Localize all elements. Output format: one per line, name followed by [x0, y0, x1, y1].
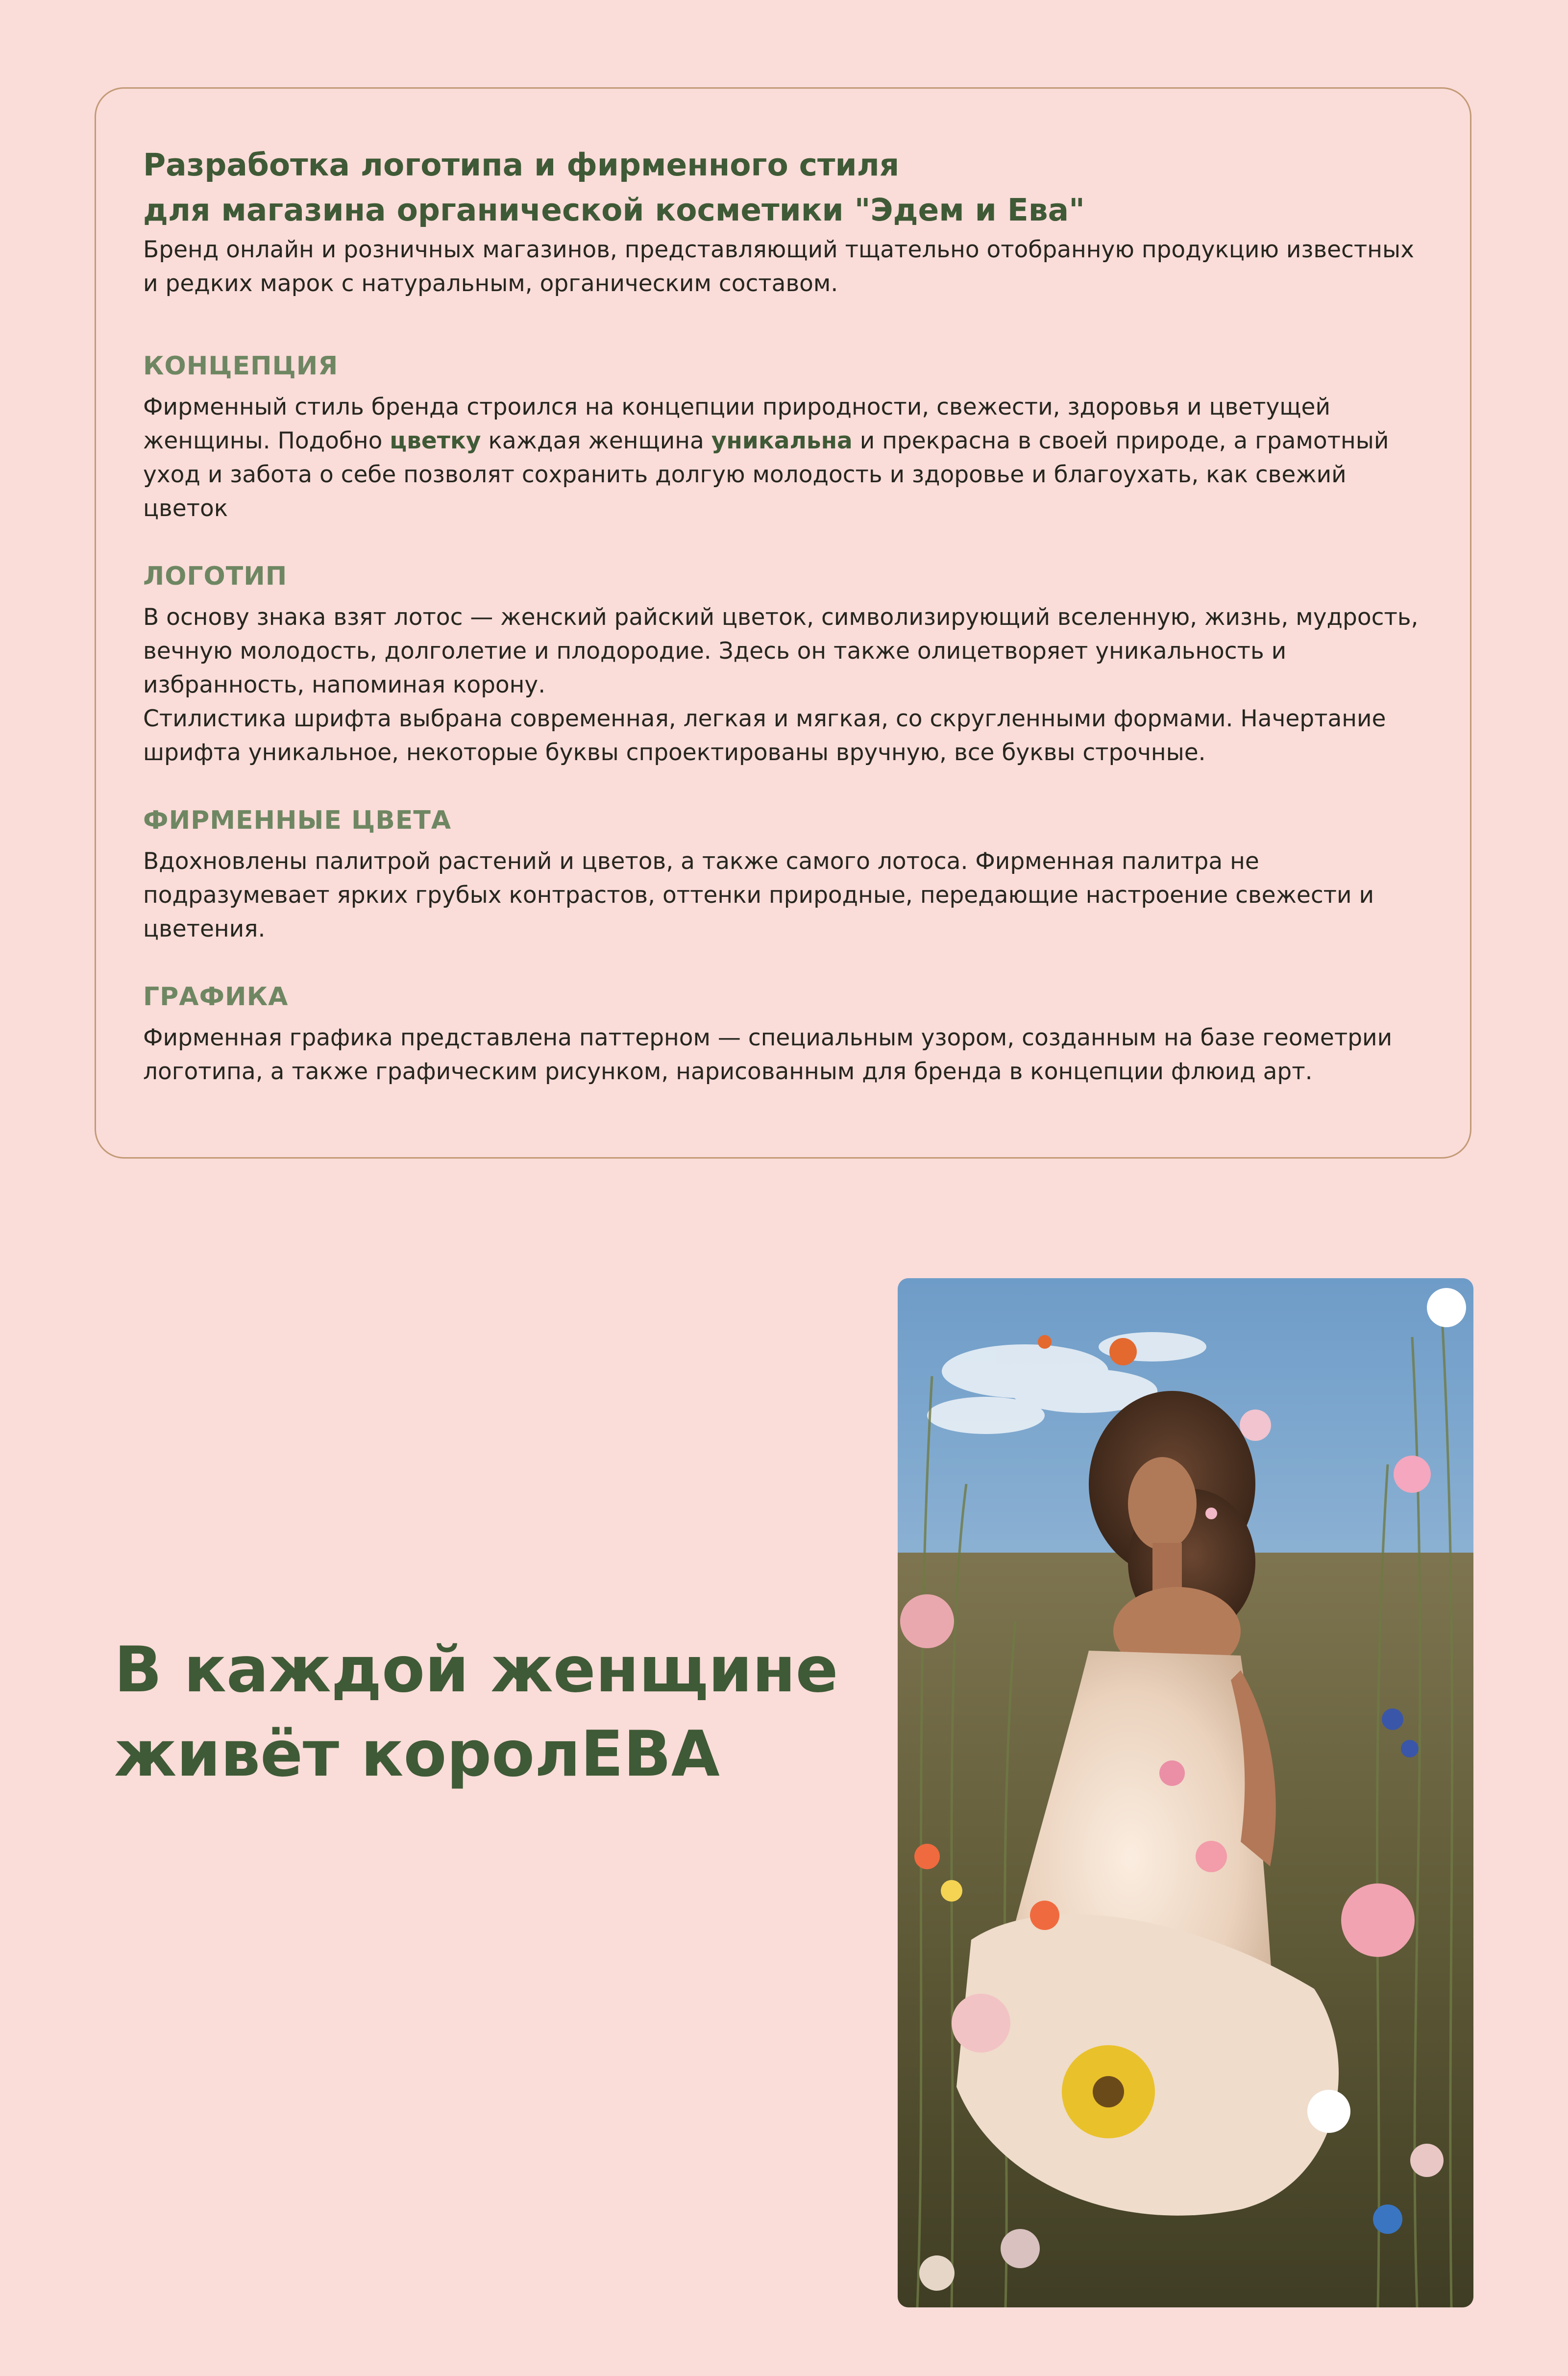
project-title-line-2: для магазина органической косметики "Эдем и Ева" [143, 192, 1085, 228]
concept-text-part-3: и прекрасна в своей природе, а грамотный уход и забота о себе позволят сохранить долгую молодость и здоровье и благоухать, как свежий цветок [143, 427, 1389, 522]
slogan-line-2: живёт королЕВА [114, 1718, 720, 1791]
graphics-heading: ГРАФИКА [143, 982, 289, 1012]
brand-colors-heading: ФИРМЕННЫЕ ЦВЕТА [143, 806, 452, 835]
concept-text-part-2: каждая женщина [481, 427, 711, 454]
project-title [143, 143, 1423, 233]
concept-text [143, 390, 1423, 525]
project-description-card [95, 87, 1471, 1159]
brand-intro: Бренд онлайн и розничных магазинов, представляющий тщательно отобранную продукцию известных и редких марок с натуральным, органическим составом. [143, 236, 1414, 297]
concept-text-part-1: Фирменный стиль бренда строился на концепции природности, свежести, здоровья и цветущей женщины. Подобно [143, 394, 1331, 454]
logo-text-2: Стилистика шрифта выбрана современная, легкая и мягкая, со скругленными формами. Начертание шрифта уникальное, некоторые буквы спроектированы вручную, все буквы строчные. [143, 705, 1386, 766]
graphics-text: Фирменная графика представлена паттерном — специальным узором, созданным на базе геометрии логотипа, а также графическим рисунком, нарисованным для бренда в концепции флюид арт. [143, 1024, 1393, 1085]
photo-illustration [898, 1278, 1473, 2307]
concept-highlight-flower: цветку [390, 427, 481, 454]
concept-heading: КОНЦЕПЦИЯ [143, 351, 339, 381]
concept-highlight-unique: уникальна [711, 427, 853, 454]
woman-in-flowers-photo [898, 1278, 1473, 2307]
brand-colors-text: Вдохновлены палитрой растений и цветов, а также самого лотоса. Фирменная палитра не подразумевает ярких грубых контрастов, оттенки природные, передающие настроение свежести и цветения. [143, 848, 1374, 942]
project-title-line-1: Разработка логотипа и фирменного стиля [143, 147, 900, 183]
slogan [114, 1628, 838, 1797]
slogan-line-1: В каждой женщине [114, 1634, 838, 1707]
logo-heading: ЛОГОТИП [143, 562, 288, 591]
logo-text-1: В основу знака взят лотос — женский райский цветок, символизирующий вселенную, жизнь, мудрость, вечную молодость, долголетие и плодородие. Здесь он также олицетворяет уникальность и избранность, напоминая корону. [143, 604, 1419, 698]
